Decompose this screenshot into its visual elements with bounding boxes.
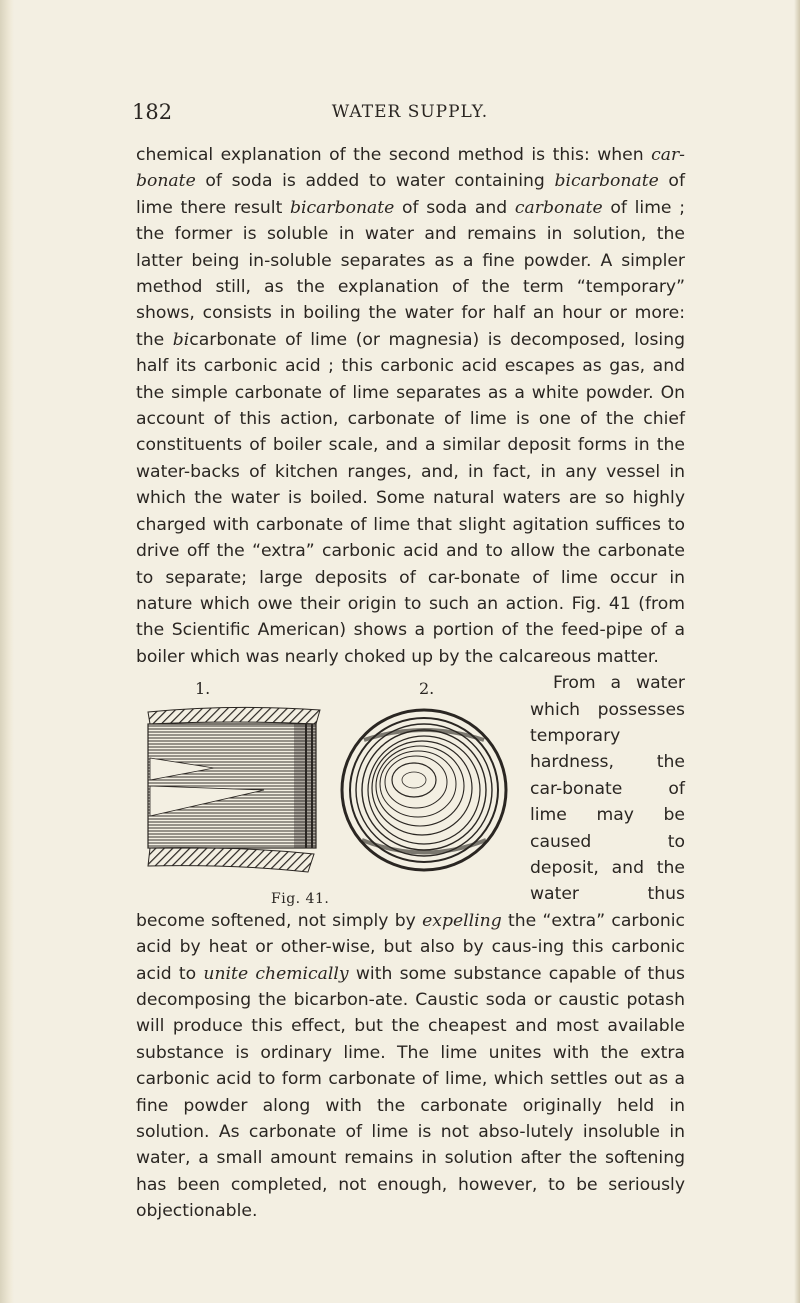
body-text — [136, 142, 685, 1225]
figure-label-1: 1. — [195, 679, 211, 699]
page-edge-shadow — [0, 0, 14, 1303]
text-run: of soda and — [394, 197, 515, 218]
text-run: chemical explanation of the second method is this: when — [136, 145, 652, 165]
text-run: carbonate of lime (or magnesia) is decomposed, losing half its carbonic acid ; this carbonic acid escapes as gas, and the simple carbonate of lime separates as a white powder. On account of this action, carbonate of lime is one of the chief constituents of boiler scale, and a similar deposit forms in the water-backs of kitchen ranges, and, in fact, in any vessel in which the water is boiled. Some natural waters are so highly charged with carbonate of lime that slight agitation suffices to drive off the “extra” carbonic acid and to allow the carbonate to separate; large deposits of car-bonate of lime occur in nature which owe their origin to such an action. Fig. 41 (from the Scientific American) shows a portion of the feed-pipe of a boiler which was nearly choked up by the calcareous matter. — [136, 329, 686, 667]
italic-run: unite chemically — [203, 963, 349, 984]
running-head: WATER SUPPLY. — [331, 102, 489, 122]
italic-run: bicarbonate — [290, 197, 395, 218]
text-run: with some substance capable of thus decomposing the bicarbon-ate. Caustic soda or caustic potash will produce this effect, but the cheapest and most available substance is ordinary lime. The lime unites with the extra carbonic acid to form carbonate of lime, which settles out as a fine powder along with the carbonate originally held in solution. As carbonate of lime is not abso-lutely insoluble in water, a small amount remains in solution after the softening has been completed, not enough, however, to be seriously objectionable. — [136, 963, 685, 1222]
text-run: From a water which possesses temporary hardness, the car-bonate of lime may be caused to deposit, and the water thus become softened, not simply by — [136, 673, 685, 931]
pipe-longitudinal-section-illustration — [144, 698, 324, 883]
italic-run: carbonate — [514, 197, 603, 218]
italic-run: car-bonate — [136, 145, 685, 192]
figure-caption: Fig. 41. — [271, 891, 330, 908]
italic-run: bi — [172, 329, 190, 350]
page-edge-shadow-right — [794, 0, 800, 1303]
text-run: of lime there result — [136, 171, 685, 218]
figure-label-2: 2. — [419, 679, 435, 699]
italic-run: bicarbonate — [554, 171, 659, 192]
pipe-cross-section-illustration — [334, 700, 514, 875]
page-header — [132, 100, 688, 130]
italic-run: expelling — [422, 910, 502, 931]
paragraph-2 — [136, 670, 685, 1225]
text-run: of soda is added to water containing — [195, 171, 555, 192]
text-run: the “extra” carbonic acid by heat or other-wise, but also by caus-ing this carbonic acid to — [136, 910, 685, 984]
figure-41 — [134, 674, 520, 907]
paragraph-1 — [136, 142, 685, 670]
text-run: of lime ; the former is soluble in water and remains in solution, the latter being in-soluble separates as a fine powder. A simpler method still, as the explanation of the term “temporary” shows, consists in boiling the water for half an hour or more: the — [136, 197, 685, 350]
page-number: 182 — [132, 100, 173, 124]
